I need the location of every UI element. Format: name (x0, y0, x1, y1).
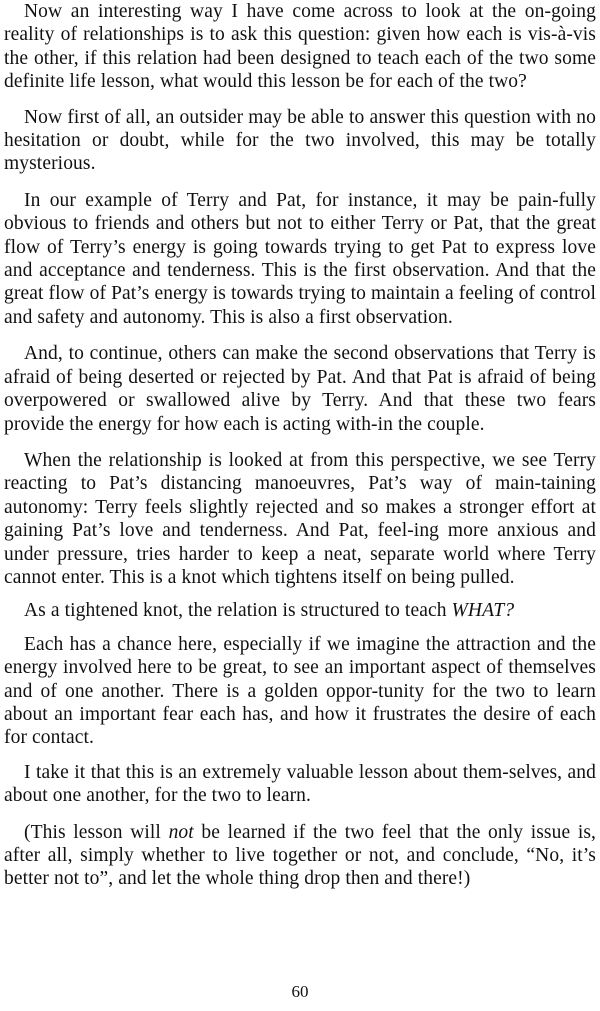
paragraph-6-emphasis: WHAT (451, 600, 505, 622)
paragraph-5: When the relationship is looked at from this perspective, we see Terry reacting to Pat’s distancing manoeuvres, Pat’s way of main-taining autonomy: Terry feels slightly rejected and so makes a stronger effort at gaining Pat’s love and tenderness. And Pat, feel-ing more anxious and under pressure, tries harder to keep a neat, separate world where Terry cannot enter. This is a knot which tightens itself on being pulled. (4, 449, 596, 588)
page-body (4, 0, 596, 891)
paragraph-3: In our example of Terry and Pat, for instance, it may be pain-fully obvious to friends and others but not to either Terry or Pat, that the great flow of Terry’s energy is going towards trying to get Pat to express love and acceptance and tenderness. This is the first observation. And that the great flow of Pat’s energy is towards trying to maintain a feeling of control and safety and autonomy. This is also a first observation. (4, 189, 596, 328)
paragraph-6 (4, 599, 596, 622)
paragraph-6-end: ? (504, 600, 515, 622)
paragraph-9-before: (This lesson will (24, 821, 169, 843)
paragraph-9-after: be learned if the two feel that the only issue is, after all, simply whether to live together or not, and conclude, “No, it’s better not to”, and let the whole thing drop then and there!) (4, 821, 597, 890)
paragraph-1: Now an interesting way I have come across to look at the on-going reality of relationships is to ask this question: given how each is vis-à-vis the other, if this relation had been designed to teach each of the two some definite life lesson, what would this lesson be for each of the two? (4, 1, 596, 93)
paragraph-8: I take it that this is an extremely valuable lesson about them-selves, and about one another, for the two to learn. (4, 761, 596, 807)
page-number: 60 (291, 982, 309, 1001)
paragraph-4: And, to continue, others can make the second observations that Terry is afraid of being deserted or rejected by Pat. And that Pat is afraid of being overpowered or swallowed alive by Terry. And that these two fears provide the energy for how each is acting with-in the couple. (4, 343, 596, 435)
paragraph-7: Each has a chance here, especially if we imagine the attraction and the energy involved here to be great, to see an important aspect of themselves and of one another. There is a golden oppor-tunity for the two to learn about an important fear each has, and how it frustrates the desire of each for contact. (4, 633, 596, 749)
paragraph-9-emphasis: not (168, 821, 194, 843)
paragraph-9 (4, 821, 596, 891)
paragraph-6-text: As a tightened knot, the relation is structured to teach (24, 600, 452, 622)
paragraph-2: Now first of all, an outsider may be able to answer this question with no hesitation or doubt, while for the two involved, this may be totally mysterious. (4, 106, 596, 175)
